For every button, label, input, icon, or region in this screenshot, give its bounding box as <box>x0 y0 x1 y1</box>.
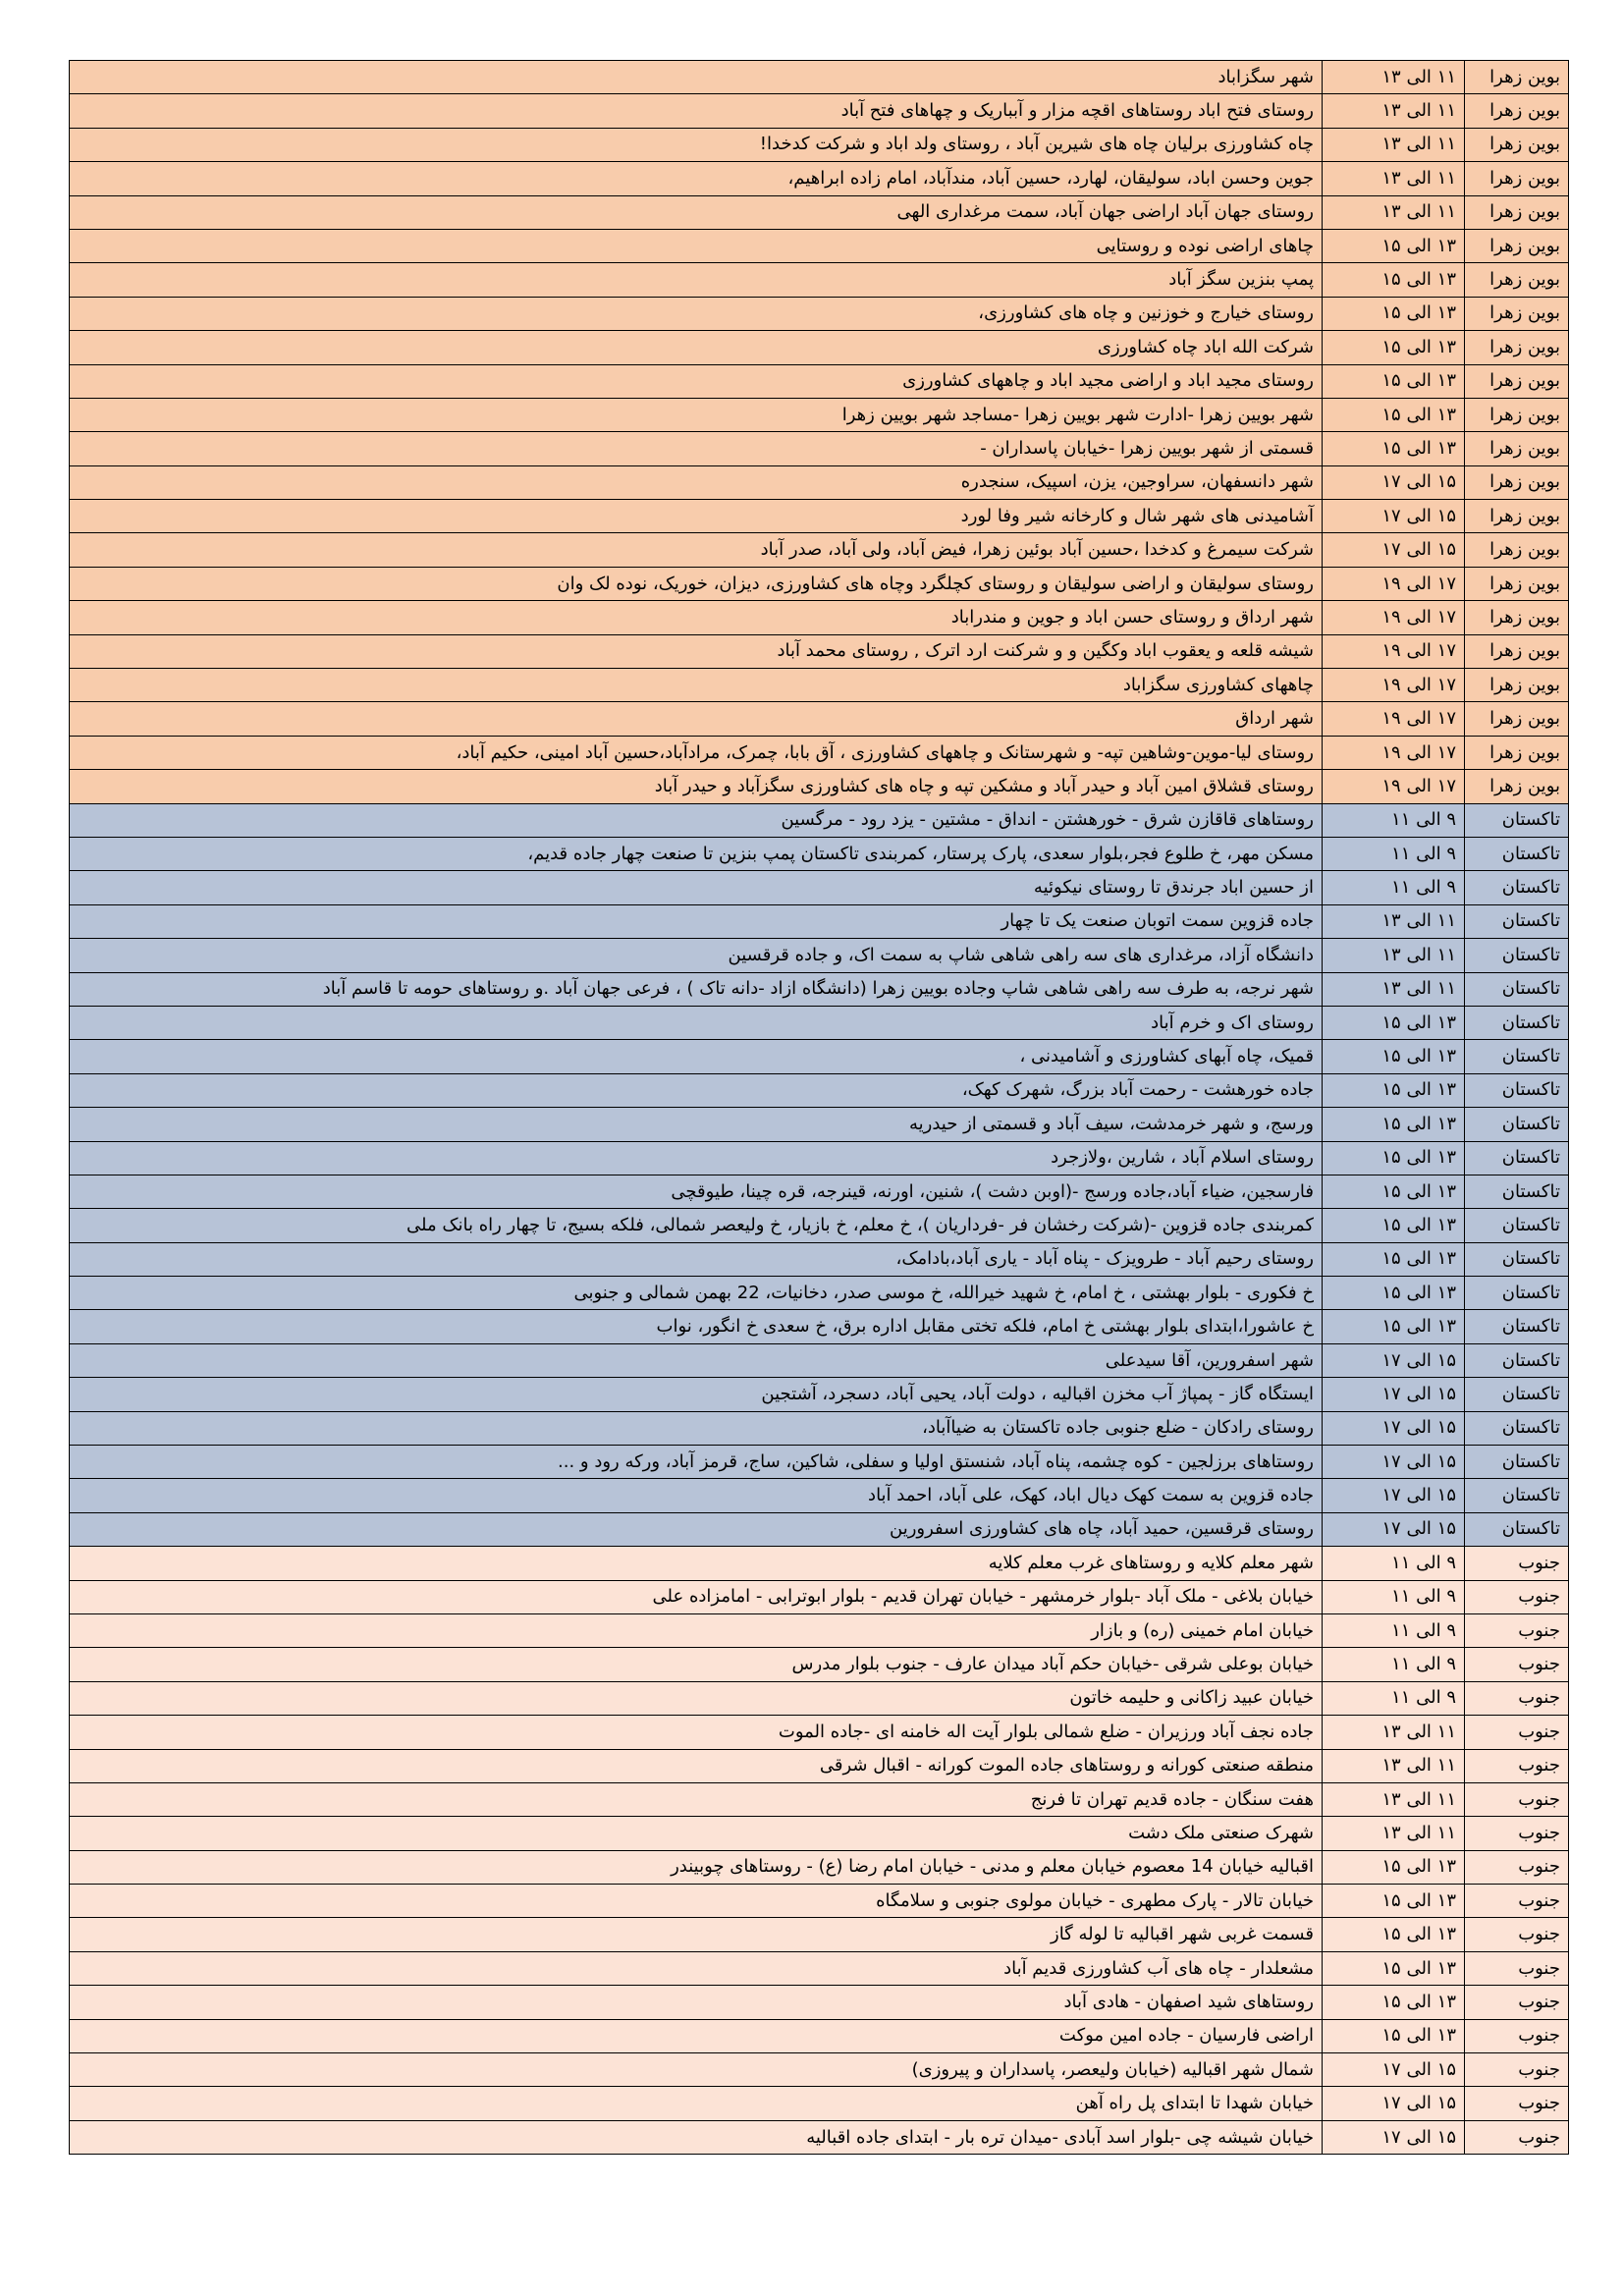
area-cell: خ فکوری - بلوار بهشتی ، خ امام، خ شهید خیرالله، خ موسی صدر، دخانیات، 22 بهمن شمالی و جنوبی <box>70 1277 1323 1310</box>
table-row <box>70 1378 1569 1411</box>
area-cell: ورسج، و شهر خرمدشت، سیف آباد و قسمتی از حیدریه <box>70 1108 1323 1141</box>
time-range-cell: ۱۳ الی ۱۵ <box>1323 1175 1465 1208</box>
area-cell: روستای سولیقان و اراضی سولیقان و روستای کچلگرد وچاه های کشاورزی، دیزان، خوریک، نوده لک وان <box>70 567 1323 600</box>
time-range-cell: ۱۱ الی ۱۳ <box>1323 939 1465 972</box>
time-range-cell: ۱۳ الی ۱۵ <box>1323 398 1465 431</box>
time-range-cell: ۱۱ الی ۱۳ <box>1323 1782 1465 1816</box>
area-cell: از حسین اباد جرندق تا روستای نیکوئیه <box>70 871 1323 904</box>
area-cell: آشامیدنی های شهر شال و کارخانه شیر وفا لورد <box>70 500 1323 533</box>
county-cell: تاکستان <box>1465 1209 1569 1242</box>
time-range-cell: ۱۳ الی ۱۵ <box>1323 1040 1465 1073</box>
time-range-cell: ۹ الی ۱۱ <box>1323 1580 1465 1613</box>
table-row <box>70 128 1569 161</box>
time-range-cell: ۱۳ الی ۱۵ <box>1323 432 1465 465</box>
area-cell: شهرک صنعتی ملک دشت <box>70 1817 1323 1850</box>
table-row <box>70 1141 1569 1175</box>
county-cell: بوین زهرا <box>1465 94 1569 128</box>
table-row <box>70 331 1569 364</box>
time-range-cell: ۱۳ الی ۱۵ <box>1323 1141 1465 1175</box>
county-cell: بوین زهرا <box>1465 364 1569 398</box>
table-row <box>70 263 1569 297</box>
area-cell: شمال شهر اقبالیه (خیابان ولیعصر، پاسداران و پیروزی) <box>70 2053 1323 2087</box>
county-cell: جنوب <box>1465 2053 1569 2087</box>
county-cell: بوین زهرا <box>1465 398 1569 431</box>
table-row <box>70 601 1569 634</box>
table-row <box>70 2120 1569 2154</box>
area-cell: شهر ارداق و روستای حسن اباد و جوین و مندراباد <box>70 601 1323 634</box>
time-range-cell: ۱۱ الی ۱۳ <box>1323 61 1465 94</box>
table-row <box>70 94 1569 128</box>
area-cell: شهر اسفرورین، آقا سیدعلی <box>70 1343 1323 1377</box>
county-cell: تاکستان <box>1465 1073 1569 1107</box>
area-cell: ایستگاه گاز - پمپاژ آب مخزن اقبالیه ، دولت آباد، یحیی آباد، دسجرد، آشتجین <box>70 1378 1323 1411</box>
area-cell: کمربندی جاده قزوین -(شرکت رخشان فر -فرداریان )، خ معلم، خ بازیار، خ ولیعصر شمالی، فلکه بسیج، تا چهار راه بانک ملی <box>70 1209 1323 1242</box>
table-body <box>70 61 1569 2155</box>
county-cell: تاکستان <box>1465 1479 1569 1512</box>
table-row <box>70 1040 1569 1073</box>
time-range-cell: ۱۷ الی ۱۹ <box>1323 601 1465 634</box>
county-cell: تاکستان <box>1465 1175 1569 1208</box>
county-cell: تاکستان <box>1465 1141 1569 1175</box>
county-cell: جنوب <box>1465 1850 1569 1884</box>
county-cell: بوین زهرا <box>1465 432 1569 465</box>
time-range-cell: ۱۵ الی ۱۷ <box>1323 533 1465 567</box>
county-cell: جنوب <box>1465 1885 1569 1918</box>
time-range-cell: ۱۷ الی ۱۹ <box>1323 669 1465 702</box>
county-cell: تاکستان <box>1465 1446 1569 1479</box>
area-cell: روستای خیارج و خوزنین و چاه های کشاورزی، <box>70 297 1323 330</box>
time-range-cell: ۹ الی ۱۱ <box>1323 1547 1465 1580</box>
table-row <box>70 770 1569 803</box>
area-cell: روستای رادکان - ضلع جنوبی جاده تاکستان به ضیاآباد، <box>70 1411 1323 1445</box>
time-range-cell: ۱۳ الی ۱۵ <box>1323 1850 1465 1884</box>
county-cell: بوین زهرا <box>1465 736 1569 769</box>
county-cell: بوین زهرا <box>1465 702 1569 736</box>
table-row <box>70 972 1569 1006</box>
time-range-cell: ۱۳ الی ۱۵ <box>1323 1242 1465 1276</box>
table-row <box>70 1411 1569 1445</box>
county-cell: بوین زهرا <box>1465 533 1569 567</box>
time-range-cell: ۱۳ الی ۱۵ <box>1323 2019 1465 2052</box>
area-cell: روستای اسلام آباد ، شارین ،ولازجرد <box>70 1141 1323 1175</box>
table-row <box>70 702 1569 736</box>
time-range-cell: ۱۳ الی ۱۵ <box>1323 1209 1465 1242</box>
table-row <box>70 297 1569 330</box>
time-range-cell: ۱۵ الی ۱۷ <box>1323 1512 1465 1546</box>
county-cell: تاکستان <box>1465 939 1569 972</box>
time-range-cell: ۹ الی ۱۱ <box>1323 803 1465 837</box>
county-cell: جنوب <box>1465 2019 1569 2052</box>
county-cell: تاکستان <box>1465 871 1569 904</box>
table-row <box>70 1343 1569 1377</box>
time-range-cell: ۱۳ الی ۱۵ <box>1323 1918 1465 1951</box>
area-cell: جاده خورهشت - رحمت آباد بزرگ، شهرک کهک، <box>70 1073 1323 1107</box>
area-cell: مشعلدار - چاه های آب کشاورزی قدیم آباد <box>70 1951 1323 1985</box>
time-range-cell: ۱۳ الی ۱۵ <box>1323 1277 1465 1310</box>
table-row <box>70 567 1569 600</box>
table-row <box>70 904 1569 938</box>
area-cell: شهر دانسفهان، سراوجین، یزن، اسپیک، سنجدره <box>70 465 1323 499</box>
time-range-cell: ۱۳ الی ۱۵ <box>1323 1073 1465 1107</box>
county-cell: بوین زهرا <box>1465 331 1569 364</box>
time-range-cell: ۱۱ الی ۱۳ <box>1323 162 1465 195</box>
county-cell: جنوب <box>1465 1547 1569 1580</box>
area-cell: خیابان شیشه چی -بلوار اسد آبادی -میدان تره بار - ابتدای جاده اقبالیه <box>70 2120 1323 2154</box>
table-row <box>70 229 1569 262</box>
table-row <box>70 1716 1569 1749</box>
time-range-cell: ۱۵ الی ۱۷ <box>1323 1479 1465 1512</box>
table-row <box>70 1951 1569 1985</box>
table-row <box>70 1817 1569 1850</box>
table-row <box>70 1242 1569 1276</box>
county-cell: تاکستان <box>1465 837 1569 870</box>
area-cell: روستای لیا-موین-وشاهین تپه- و شهرستانک و چاههای کشاورزی ، آق بابا، چمرک، مرادآباد،حسین آباد امینی، حکیم آباد، <box>70 736 1323 769</box>
time-range-cell: ۱۱ الی ۱۳ <box>1323 94 1465 128</box>
time-range-cell: ۱۱ الی ۱۳ <box>1323 195 1465 229</box>
area-cell: دانشگاه آزاد، مرغداری های سه راهی شاهی شاپ به سمت اک، و جاده قرقسین <box>70 939 1323 972</box>
table-row <box>70 1479 1569 1512</box>
county-cell: جنوب <box>1465 1817 1569 1850</box>
time-range-cell: ۱۱ الی ۱۳ <box>1323 128 1465 161</box>
table-row <box>70 2019 1569 2052</box>
county-cell: تاکستان <box>1465 1006 1569 1039</box>
county-cell: بوین زهرا <box>1465 263 1569 297</box>
time-range-cell: ۱۳ الی ۱۵ <box>1323 263 1465 297</box>
table-row <box>70 195 1569 229</box>
time-range-cell: ۱۵ الی ۱۷ <box>1323 500 1465 533</box>
county-cell: تاکستان <box>1465 1512 1569 1546</box>
time-range-cell: ۱۳ الی ۱۵ <box>1323 1006 1465 1039</box>
area-cell: روستای رحیم آباد - طرویزک - پناه آباد - یاری آباد،بادامک، <box>70 1242 1323 1276</box>
county-cell: تاکستان <box>1465 1040 1569 1073</box>
time-range-cell: ۱۷ الی ۱۹ <box>1323 634 1465 668</box>
time-range-cell: ۹ الی ۱۱ <box>1323 871 1465 904</box>
table-row <box>70 871 1569 904</box>
table-row <box>70 1547 1569 1580</box>
county-cell: تاکستان <box>1465 1277 1569 1310</box>
area-cell: جاده نجف آباد ورزیران - ضلع شمالی بلوار آیت اله خامنه ای -جاده الموت <box>70 1716 1323 1749</box>
time-range-cell: ۱۵ الی ۱۷ <box>1323 2087 1465 2120</box>
county-cell: بوین زهرا <box>1465 669 1569 702</box>
table-row <box>70 669 1569 702</box>
area-cell: خیابان بلاغی - ملک آباد -بلوار خرمشهر - خیابان تهران قدیم - بلوار ابوترابی - امامزاده علی <box>70 1580 1323 1613</box>
area-cell: شهر بویین زهرا -ادارت شهر بویین زهرا -مساجد شهر بویین زهرا <box>70 398 1323 431</box>
county-cell: بوین زهرا <box>1465 465 1569 499</box>
time-range-cell: ۱۷ الی ۱۹ <box>1323 770 1465 803</box>
table-row <box>70 500 1569 533</box>
table-row <box>70 736 1569 769</box>
county-cell: تاکستان <box>1465 904 1569 938</box>
table-row <box>70 1277 1569 1310</box>
table-row <box>70 1108 1569 1141</box>
table-row <box>70 1918 1569 1951</box>
time-range-cell: ۱۱ الی ۱۳ <box>1323 904 1465 938</box>
table-row <box>70 1209 1569 1242</box>
county-cell: جنوب <box>1465 1716 1569 1749</box>
table-row <box>70 1613 1569 1647</box>
area-cell: قسمت غربی شهر اقبالیه تا لوله گاز <box>70 1918 1323 1951</box>
county-cell: بوین زهرا <box>1465 162 1569 195</box>
area-cell: شهر نرجه، به طرف سه راهی شاهی شاپ وجاده بویین زهرا (دانشگاه ازاد -دانه تاک ) ، فرعی جهان آباد .و روستاهای حومه تا قاسم آباد <box>70 972 1323 1006</box>
area-cell: شیشه قلعه و یعقوب اباد وکگین و و شرکنت ارد اترک , روستای محمد آباد <box>70 634 1323 668</box>
area-cell: روستای فتح اباد روستاهای اقچه مزار و آبباریک و چهاهای فتح آباد <box>70 94 1323 128</box>
table-row <box>70 1073 1569 1107</box>
county-cell: تاکستان <box>1465 1343 1569 1377</box>
county-cell: بوین زهرا <box>1465 61 1569 94</box>
area-cell: خیابان شهدا تا ابتدای پل راه آهن <box>70 2087 1323 2120</box>
area-cell: روستای قشلاق امین آباد و حیدر آباد و مشکین تپه و چاه های کشاورزی سگزآباد و حیدر آباد <box>70 770 1323 803</box>
time-range-cell: ۱۳ الی ۱۵ <box>1323 331 1465 364</box>
county-cell: بوین زهرا <box>1465 770 1569 803</box>
county-cell: تاکستان <box>1465 1108 1569 1141</box>
area-cell: قمیک، چاه آبهای کشاورزی و آشامیدنی ، <box>70 1040 1323 1073</box>
time-range-cell: ۱۳ الی ۱۵ <box>1323 297 1465 330</box>
county-cell: جنوب <box>1465 1918 1569 1951</box>
area-cell: خیابان بوعلی شرقی -خیابان حکم آباد میدان عارف - جنوب بلوار مدرس <box>70 1648 1323 1681</box>
area-cell: فارسجین، ضیاء آباد،جاده ورسج -(اوبن دشت )، شنین، اورنه، قینرجه، قره چینا، طیوقچی <box>70 1175 1323 1208</box>
county-cell: بوین زهرا <box>1465 500 1569 533</box>
time-range-cell: ۱۳ الی ۱۵ <box>1323 229 1465 262</box>
table-row <box>70 61 1569 94</box>
time-range-cell: ۱۳ الی ۱۵ <box>1323 1951 1465 1985</box>
area-cell: خیابان تالار - پارک مطهری - خیابان مولوی جنوبی و سلامگاه <box>70 1885 1323 1918</box>
time-range-cell: ۱۱ الی ۱۳ <box>1323 1716 1465 1749</box>
table-row <box>70 364 1569 398</box>
table-row <box>70 2053 1569 2087</box>
time-range-cell: ۱۷ الی ۱۹ <box>1323 702 1465 736</box>
area-cell: روستای قرقسین، حمید آباد، چاه های کشاورزی اسفرورین <box>70 1512 1323 1546</box>
county-cell: بوین زهرا <box>1465 229 1569 262</box>
table-row <box>70 803 1569 837</box>
county-cell: تاکستان <box>1465 803 1569 837</box>
time-range-cell: ۱۳ الی ۱۵ <box>1323 1885 1465 1918</box>
table-row <box>70 1749 1569 1782</box>
area-cell: هفت سنگان - جاده قدیم تهران تا فرنج <box>70 1782 1323 1816</box>
area-cell: روستاهای قاقازن شرق - خورهشتن - انداق - مشتین - یزد رود - مرگسین <box>70 803 1323 837</box>
county-cell: تاکستان <box>1465 1378 1569 1411</box>
county-cell: جنوب <box>1465 1749 1569 1782</box>
area-cell: شهر معلم کلایه و روستاهای غرب معلم کلایه <box>70 1547 1323 1580</box>
time-range-cell: ۱۳ الی ۱۵ <box>1323 364 1465 398</box>
area-cell: روستاهای برزلجین - کوه چشمه، پناه آباد، شنستق اولیا و سفلی، شاکین، ساج، قرمز آباد، ورکه رود و ... <box>70 1446 1323 1479</box>
area-cell: جوین وحسن اباد، سولیقان، لهارد، حسین آباد، مندآباد، امام زاده ابراهیم، <box>70 162 1323 195</box>
time-range-cell: ۹ الی ۱۱ <box>1323 1648 1465 1681</box>
table-row <box>70 1580 1569 1613</box>
table-row <box>70 837 1569 870</box>
time-range-cell: ۹ الی ۱۱ <box>1323 1681 1465 1715</box>
time-range-cell: ۱۳ الی ۱۵ <box>1323 1108 1465 1141</box>
table-row <box>70 1175 1569 1208</box>
time-range-cell: ۱۳ الی ۱۵ <box>1323 1986 1465 2019</box>
table-row <box>70 465 1569 499</box>
county-cell: جنوب <box>1465 1951 1569 1985</box>
table-row <box>70 1446 1569 1479</box>
county-cell: جنوب <box>1465 1681 1569 1715</box>
area-cell: شهر ارداق <box>70 702 1323 736</box>
table-row <box>70 1310 1569 1343</box>
table-row <box>70 1986 1569 2019</box>
county-cell: بوین زهرا <box>1465 634 1569 668</box>
time-range-cell: ۱۷ الی ۱۹ <box>1323 567 1465 600</box>
area-cell: خ عاشورا،ابتدای بلوار بهشتی خ امام، فلکه تختی مقابل اداره برق، خ سعدی خ انگور، نواب <box>70 1310 1323 1343</box>
table-row <box>70 2087 1569 2120</box>
table-row <box>70 162 1569 195</box>
time-range-cell: ۱۵ الی ۱۷ <box>1323 1378 1465 1411</box>
time-range-cell: ۹ الی ۱۱ <box>1323 1613 1465 1647</box>
table-row <box>70 1648 1569 1681</box>
area-cell: جاده قزوین سمت اتوبان صنعت یک تا چهار <box>70 904 1323 938</box>
county-cell: بوین زهرا <box>1465 567 1569 600</box>
area-cell: اراضی فارسیان - جاده امین موکت <box>70 2019 1323 2052</box>
county-cell: تاکستان <box>1465 1242 1569 1276</box>
area-cell: روستای اک و خرم آباد <box>70 1006 1323 1039</box>
county-cell: جنوب <box>1465 1613 1569 1647</box>
outage-schedule-sheet <box>69 60 1569 2155</box>
time-range-cell: ۱۵ الی ۱۷ <box>1323 1343 1465 1377</box>
time-range-cell: ۱۵ الی ۱۷ <box>1323 1446 1465 1479</box>
county-cell: بوین زهرا <box>1465 195 1569 229</box>
county-cell: جنوب <box>1465 1986 1569 2019</box>
table-row <box>70 1885 1569 1918</box>
table-row <box>70 1782 1569 1816</box>
table-row <box>70 1512 1569 1546</box>
table-row <box>70 533 1569 567</box>
county-cell: بوین زهرا <box>1465 128 1569 161</box>
area-cell: خیابان امام خمینی (ره) و بازار <box>70 1613 1323 1647</box>
area-cell: منطقه صنعتی کورانه و روستاهای جاده الموت کورانه - اقبال شرقی <box>70 1749 1323 1782</box>
table-row <box>70 1006 1569 1039</box>
time-range-cell: ۱۱ الی ۱۳ <box>1323 1817 1465 1850</box>
table-row <box>70 1850 1569 1884</box>
area-cell: خیابان عبید زاکانی و حلیمه خاتون <box>70 1681 1323 1715</box>
area-cell: روستای مجید اباد و اراضی مجید اباد و چاههای کشاورزی <box>70 364 1323 398</box>
area-cell: جاده قزوین به سمت کهک دیال اباد، کهک، علی آباد، احمد آباد <box>70 1479 1323 1512</box>
area-cell: شرکت الله اباد چاه کشاورزی <box>70 331 1323 364</box>
time-range-cell: ۱۵ الی ۱۷ <box>1323 2120 1465 2154</box>
area-cell: مسکن مهر، خ طلوع فجر،بلوار سعدی، پارک پرستار، کمربندی تاکستان پمپ بنزین تا صنعت چهار جاده قدیم، <box>70 837 1323 870</box>
time-range-cell: ۱۵ الی ۱۷ <box>1323 465 1465 499</box>
time-range-cell: ۹ الی ۱۱ <box>1323 837 1465 870</box>
county-cell: جنوب <box>1465 2087 1569 2120</box>
time-range-cell: ۱۱ الی ۱۳ <box>1323 1749 1465 1782</box>
county-cell: تاکستان <box>1465 1310 1569 1343</box>
area-cell: شرکت سیمرغ و کدخدا ،حسین آباد بوئین زهرا، فیض آباد، ولی آباد، صدر آباد <box>70 533 1323 567</box>
time-range-cell: ۱۵ الی ۱۷ <box>1323 2053 1465 2087</box>
area-cell: قسمتی از شهر بویین زهرا -خیابان پاسداران - <box>70 432 1323 465</box>
table-row <box>70 432 1569 465</box>
county-cell: بوین زهرا <box>1465 297 1569 330</box>
area-cell: روستاهای شید اصفهان - هادی آباد <box>70 1986 1323 2019</box>
county-cell: جنوب <box>1465 1782 1569 1816</box>
table-row <box>70 939 1569 972</box>
county-cell: جنوب <box>1465 1648 1569 1681</box>
county-cell: تاکستان <box>1465 1411 1569 1445</box>
time-range-cell: ۱۵ الی ۱۷ <box>1323 1411 1465 1445</box>
time-range-cell: ۱۱ الی ۱۳ <box>1323 972 1465 1006</box>
county-cell: بوین زهرا <box>1465 601 1569 634</box>
area-cell: چاههای کشاورزی سگزاباد <box>70 669 1323 702</box>
area-cell: چاهای اراضی نوده و روستایی <box>70 229 1323 262</box>
table-row <box>70 398 1569 431</box>
table-row <box>70 634 1569 668</box>
outage-schedule-table <box>69 60 1569 2155</box>
time-range-cell: ۱۷ الی ۱۹ <box>1323 736 1465 769</box>
county-cell: جنوب <box>1465 2120 1569 2154</box>
area-cell: شهر سگزاباد <box>70 61 1323 94</box>
area-cell: اقبالیه خیابان 14 معصوم خیابان معلم و مدنی - خیابان امام رضا (ع) - روستاهای چوبیندر <box>70 1850 1323 1884</box>
table-row <box>70 1681 1569 1715</box>
area-cell: روستای جهان آباد اراضی جهان آباد، سمت مرغداری الهی <box>70 195 1323 229</box>
area-cell: چاه کشاورزی برلیان چاه های شیرین آباد ، روستای ولد اباد و شرکت کدخدا! <box>70 128 1323 161</box>
time-range-cell: ۱۳ الی ۱۵ <box>1323 1310 1465 1343</box>
county-cell: تاکستان <box>1465 972 1569 1006</box>
area-cell: پمپ بنزین سگز آباد <box>70 263 1323 297</box>
county-cell: جنوب <box>1465 1580 1569 1613</box>
